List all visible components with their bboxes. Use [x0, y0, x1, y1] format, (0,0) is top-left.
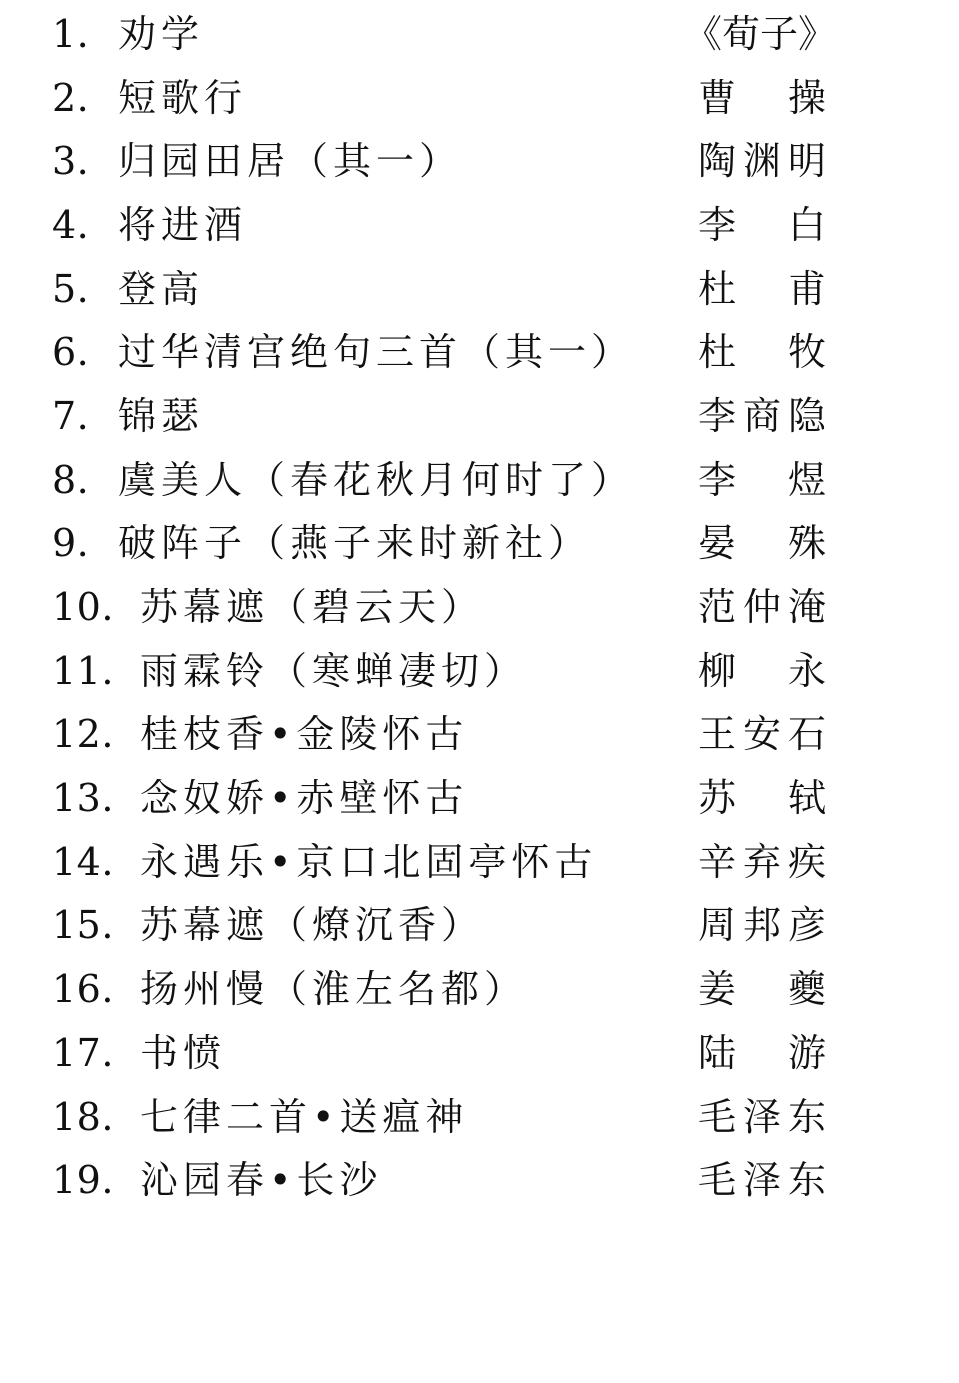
- poem-author: 杜 牧: [698, 330, 826, 375]
- item-number: 14.: [52, 839, 114, 884]
- item-number: 9.: [52, 521, 90, 566]
- poem-title: 桂枝香•金陵怀古: [140, 715, 469, 754]
- item-number: 4.: [52, 202, 90, 247]
- poem-title: 登高: [118, 269, 205, 308]
- list-item: [52, 129, 912, 193]
- poem-title: 永遇乐•京口北固亭怀古: [140, 842, 598, 881]
- item-number: 5.: [52, 266, 90, 311]
- item-number: 12.: [52, 712, 114, 757]
- list-item: [52, 257, 912, 321]
- list-item: [52, 512, 912, 576]
- list-item: [52, 1148, 912, 1212]
- poem-title: 虞美人（春花秋月何时了）: [118, 460, 635, 499]
- poem-title: 劝学: [118, 14, 205, 53]
- poem-title: 过华清宫绝句三首（其一）: [118, 333, 635, 372]
- poem-author: 毛 泽 东: [698, 1158, 826, 1203]
- poem-title: 雨霖铃（寒蝉凄切）: [140, 651, 528, 690]
- list-item: [52, 766, 912, 830]
- poem-author: 周 邦 彦: [698, 903, 826, 948]
- item-number: 10.: [52, 585, 114, 630]
- item-number: 17.: [52, 1030, 114, 1075]
- list-item: [52, 575, 912, 639]
- poem-author: 陶 渊 明: [698, 139, 826, 184]
- poem-author: 柳 永: [698, 648, 826, 693]
- poem-author: 李 白: [698, 202, 826, 247]
- poem-author: 曹 操: [698, 75, 826, 120]
- poem-title: 锦瑟: [118, 396, 205, 435]
- poem-title: 苏幕遮（碧云天）: [140, 588, 485, 627]
- list-item: [52, 639, 912, 703]
- list-item: [52, 66, 912, 130]
- poem-title: 书愤: [140, 1033, 227, 1072]
- item-number: 3.: [52, 139, 90, 184]
- item-number: 1.: [52, 11, 90, 56]
- poem-author: 李 煜: [698, 457, 826, 502]
- poem-title: 短歌行: [118, 78, 248, 117]
- poem-title: 扬州慢（淮左名都）: [140, 970, 528, 1009]
- item-number: 19.: [52, 1158, 114, 1203]
- poem-author: 《荀子》: [684, 11, 837, 56]
- poem-author: 晏 殊: [698, 521, 826, 566]
- poem-author: 陆 游: [698, 1030, 826, 1075]
- list-item: [52, 1085, 912, 1149]
- list-item: [52, 894, 912, 958]
- list-item: [52, 1021, 912, 1085]
- poem-author: 辛 弃 疾: [698, 839, 826, 884]
- list-item: [52, 320, 912, 384]
- poem-title: 破阵子（燕子来时新社）: [118, 524, 592, 563]
- item-number: 18.: [52, 1094, 114, 1139]
- poem-title: 苏幕遮（燎沉香）: [140, 906, 485, 945]
- poem-author: 毛 泽 东: [698, 1094, 826, 1139]
- list-item: [52, 830, 912, 894]
- poem-author: 李 商 隐: [698, 393, 826, 438]
- poem-title: 七律二首•送瘟神: [140, 1097, 469, 1136]
- item-number: 6.: [52, 330, 90, 375]
- list-item: [52, 384, 912, 448]
- list-item: [52, 703, 912, 767]
- list-item: [52, 2, 912, 66]
- item-number: 8.: [52, 457, 90, 502]
- item-number: 2.: [52, 75, 90, 120]
- item-number: 13.: [52, 776, 114, 821]
- list-item: [52, 957, 912, 1021]
- poem-title: 归园田居（其一）: [118, 142, 463, 181]
- item-number: 7.: [52, 393, 90, 438]
- poem-title: 念奴娇•赤壁怀古: [140, 779, 469, 818]
- poem-list: [52, 2, 912, 1212]
- poem-author: 杜 甫: [698, 266, 826, 311]
- item-number: 11.: [52, 648, 114, 693]
- poem-author: 范 仲 淹: [698, 585, 826, 630]
- item-number: 15.: [52, 903, 114, 948]
- poem-title: 将进酒: [118, 205, 248, 244]
- list-item: [52, 448, 912, 512]
- poem-author: 王 安 石: [698, 712, 826, 757]
- list-item: [52, 193, 912, 257]
- poem-author: 苏 轼: [698, 776, 826, 821]
- poem-title: 沁园春•长沙: [140, 1161, 383, 1200]
- poem-author: 姜 夔: [698, 967, 826, 1012]
- item-number: 16.: [52, 967, 114, 1012]
